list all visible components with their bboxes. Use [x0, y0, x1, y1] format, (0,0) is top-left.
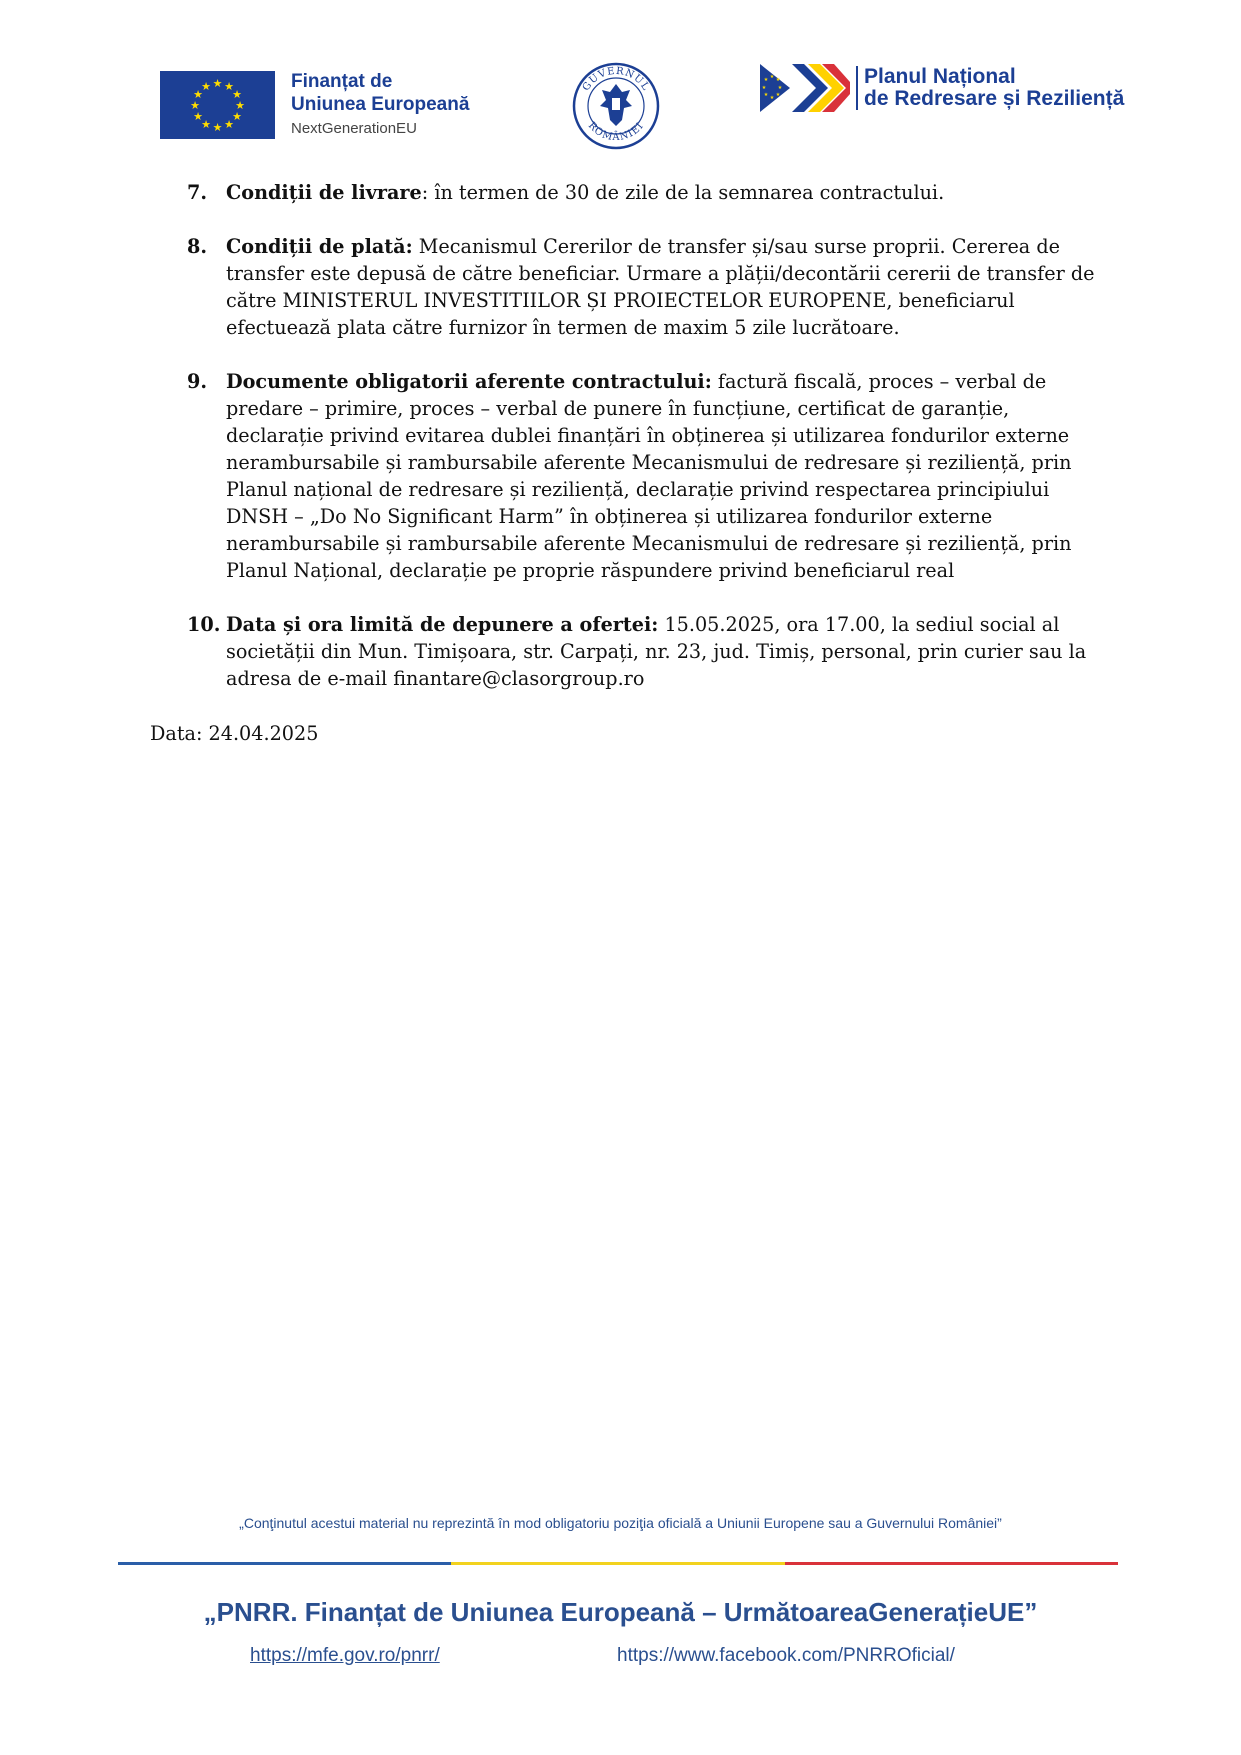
svg-text:★: ★: [201, 80, 211, 93]
svg-text:★: ★: [763, 77, 769, 83]
svg-text:★: ★: [224, 80, 234, 93]
item-title: Condiții de livrare: [226, 181, 422, 204]
svg-text:★: ★: [777, 85, 783, 91]
eu-logo-line1: Finanțat de: [291, 71, 393, 92]
svg-text:★: ★: [212, 77, 223, 90]
svg-text:★: ★: [224, 118, 234, 131]
svg-text:★: ★: [775, 77, 781, 83]
eu-logo-text: [291, 70, 469, 140]
eu-logo-line2: Uniunea Europeană: [291, 94, 470, 115]
eu-funding-logo: [160, 70, 469, 140]
item-title: Condiții de plată:: [226, 235, 413, 258]
item-title: Data și ora limită de depunere a ofertei:: [226, 613, 659, 636]
divider-red-segment: [785, 1562, 1118, 1565]
item-title: Documente obligatorii aferente contractului:: [226, 370, 712, 393]
svg-text:★: ★: [190, 99, 200, 112]
list-item: [187, 179, 1107, 206]
pnrr-logo: [760, 64, 1124, 112]
svg-text:★: ★: [235, 99, 245, 112]
item-number: 9.: [187, 370, 208, 393]
svg-text:★: ★: [769, 95, 775, 101]
svg-text:★: ★: [232, 110, 242, 123]
svg-text:★: ★: [232, 88, 242, 101]
eu-logo-line3: NextGenerationEU: [291, 120, 417, 137]
item-text: Mecanismul Cererilor de transfer și/sau surse proprii. Cererea de transfer este depusă de către beneficiar. Urmare a plății/decontării cererii de transfer de către MINISTERUL INVESTITIILOR ȘI PROIECTELOR EUROPENE, beneficiarul efectuează plata către furnizor în termen de maxim 5 zile lucrătoare.: [226, 235, 1095, 339]
pnrr-logo-line2: de Redresare și Reziliență: [864, 87, 1125, 110]
tricolor-divider: [118, 1562, 1118, 1565]
divider-yellow-segment: [451, 1562, 784, 1565]
eu-flag-icon: [160, 71, 275, 139]
romanian-government-seal-icon: [572, 62, 660, 150]
seal-bottom-text: ROMÂNIEI: [585, 120, 647, 144]
list-item: [187, 233, 1107, 341]
svg-text:★: ★: [769, 74, 775, 80]
list-item: [187, 611, 1107, 692]
divider-blue-segment: [118, 1562, 451, 1565]
footer-slogan: „PNRR. Finanțat de Uniunea Europeană – UrmătoareaGenerațieUE”: [203, 1597, 1038, 1627]
document-date: Data: 24.04.2025: [150, 722, 319, 745]
svg-text:★: ★: [201, 118, 211, 131]
item-number: 8.: [187, 235, 208, 258]
facebook-pnrr-link[interactable]: https://www.facebook.com/PNRROficial/: [617, 1645, 955, 1666]
pnrr-logo-text: [856, 66, 1124, 110]
item-text: 15.05.2025, ora 17.00, la sediul social al societății din Mun. Timișoara, str. Carpați, nr. 23, jud. Timiș, personal, prin curier sau la adresa de e-mail finantare@clasorgroup.ro: [226, 613, 1087, 690]
list-item: [187, 368, 1107, 584]
item-text: factură fiscală, proces – verbal de predare – primire, proces – verbal de punere în funcțiune, certificat de garanție, declarație privind evitarea dublei finanțări în obținerea și utilizarea fondurilor externe nerambursabile și rambursabile aferente Mecanismului de redresare și reziliență, prin Planul național de redresare și reziliență, declarație privind respectarea principiului DNSH – „Do No Significant Harm” în obținerea și utilizarea fondurilor externe nerambursabile și rambursabile aferente Mecanismului de redresare și reziliență, prin Planul Național, declarație pe proprie răspundere privind beneficiarul real: [226, 370, 1072, 582]
pnrr-logo-line1: Planul Național: [864, 65, 1016, 88]
svg-text:★: ★: [193, 88, 203, 101]
conditions-list: [187, 179, 1107, 719]
svg-text:★: ★: [212, 121, 223, 134]
svg-text:★: ★: [761, 85, 767, 91]
item-number: 7.: [187, 181, 208, 204]
seal-top-text: GUVERNUL: [580, 65, 652, 94]
item-number: 10.: [187, 613, 221, 636]
svg-text:★: ★: [763, 92, 769, 98]
mfe-pnrr-link[interactable]: https://mfe.gov.ro/pnrr/: [250, 1645, 440, 1666]
item-text: : în termen de 30 de zile de la semnarea contractului.: [421, 181, 945, 204]
pnrr-flag-icon: [760, 64, 850, 112]
svg-text:★: ★: [775, 92, 781, 98]
svg-text:★: ★: [193, 110, 203, 123]
footer-disclaimer: „Conţinutul acestui material nu reprezintă în mod obligatoriu poziţia oficială a Uniunii Europene sau a Guvernului României”: [239, 1515, 1002, 1531]
